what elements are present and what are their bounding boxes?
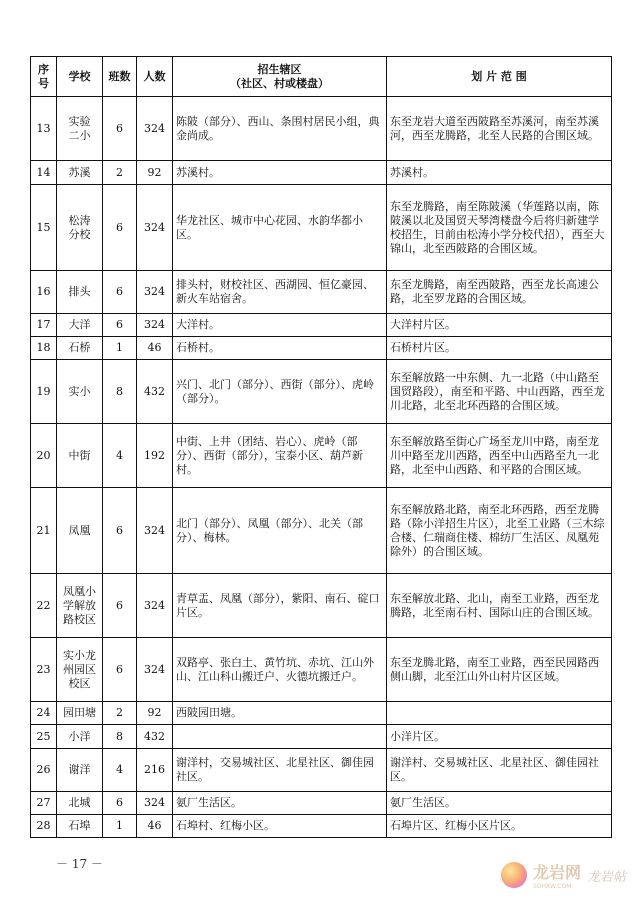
table-row <box>31 97 612 161</box>
table-row <box>31 161 612 185</box>
row-school: 实小龙州园区校区 <box>57 638 103 702</box>
row-students: 324 <box>137 488 173 574</box>
row-students: 324 <box>137 574 173 638</box>
table-header-row <box>31 57 612 97</box>
page-number: － 17 － <box>56 857 103 871</box>
row-index: 17 <box>31 314 57 337</box>
row-district: 双路亭、张白土、黄竹坑、赤坑、江山外山、江山科山搬迁户、火德坑搬迁户。 <box>173 638 387 702</box>
table-row <box>31 574 612 638</box>
table-row <box>31 337 612 360</box>
row-classes: 6 <box>103 185 137 271</box>
enrollment-zone-table <box>30 56 612 838</box>
row-index: 25 <box>31 725 57 749</box>
row-classes: 6 <box>103 314 137 337</box>
row-index: 19 <box>31 360 57 424</box>
row-index: 13 <box>31 97 57 161</box>
table-row <box>31 488 612 574</box>
table-row <box>31 725 612 749</box>
row-index: 18 <box>31 337 57 360</box>
row-students: 324 <box>137 314 173 337</box>
table-row <box>31 360 612 424</box>
row-classes: 2 <box>103 702 137 725</box>
watermark-site-block <box>533 860 581 890</box>
row-district: 苏溪村。 <box>173 161 387 185</box>
row-classes: 6 <box>103 97 137 161</box>
row-classes: 8 <box>103 360 137 424</box>
watermark <box>501 860 626 890</box>
row-scope: 东至解放路一中东侧、九一北路（中山路至国贸路段），南至和平路、中山西路，西至龙川北路，北至北环西路的合围区域。 <box>387 360 612 424</box>
row-classes: 6 <box>103 574 137 638</box>
row-scope: 谢洋村、交易城社区、北星社区、御佳园社区。 <box>387 749 612 792</box>
row-students: 324 <box>137 271 173 314</box>
row-district: 北门（部分）、凤凰（部分）、北关（部分）、梅林。 <box>173 488 387 574</box>
table-row <box>31 792 612 815</box>
table-row <box>31 638 612 702</box>
header-index: 序号 <box>31 57 57 97</box>
table-row <box>31 185 612 271</box>
row-district: 青草盂、凤凰（部分），紫阳、南石、碇口片区。 <box>173 574 387 638</box>
table-row <box>31 815 612 838</box>
table-row <box>31 271 612 314</box>
row-students: 432 <box>137 725 173 749</box>
row-students: 46 <box>137 815 173 838</box>
row-index: 26 <box>31 749 57 792</box>
row-district: 排头村，财校社区、西湖园、恒亿豪园、新火车站宿舍。 <box>173 271 387 314</box>
row-school: 凤凰小学解放路校区 <box>57 574 103 638</box>
row-students: 324 <box>137 792 173 815</box>
header-classes: 班数 <box>103 57 137 97</box>
row-index: 27 <box>31 792 57 815</box>
row-index: 23 <box>31 638 57 702</box>
row-district: 氨厂生活区。 <box>173 792 387 815</box>
row-students: 324 <box>137 185 173 271</box>
row-students: 192 <box>137 424 173 488</box>
row-index: 14 <box>31 161 57 185</box>
row-school: 小洋 <box>57 725 103 749</box>
row-school: 园田塘 <box>57 702 103 725</box>
row-school: 大洋 <box>57 314 103 337</box>
watermark-domain: SOHXW.COM <box>532 883 572 890</box>
row-school: 中街 <box>57 424 103 488</box>
row-school: 石埠 <box>57 815 103 838</box>
row-scope: 东至龙岩大道至西陂路至苏溪河，南至苏溪河，西至龙腾路，北至人民路的合围区域。 <box>387 97 612 161</box>
table-row <box>31 424 612 488</box>
row-district: 大洋村。 <box>173 314 387 337</box>
table-row <box>31 314 612 337</box>
row-index: 28 <box>31 815 57 838</box>
row-students: 92 <box>137 702 173 725</box>
row-students: 216 <box>137 749 173 792</box>
row-classes: 6 <box>103 488 137 574</box>
table-row <box>31 702 612 725</box>
row-school: 苏溪 <box>57 161 103 185</box>
row-classes: 8 <box>103 725 137 749</box>
header-district: 招生辖区 （社区、村或楼盘） <box>173 57 387 97</box>
row-index: 15 <box>31 185 57 271</box>
row-school: 谢洋 <box>57 749 103 792</box>
row-students: 46 <box>137 337 173 360</box>
row-scope: 苏溪村。 <box>387 161 612 185</box>
row-classes: 4 <box>103 749 137 792</box>
row-index: 16 <box>31 271 57 314</box>
row-school: 实验 二小 <box>57 97 103 161</box>
row-scope: 石桥村片区。 <box>387 337 612 360</box>
row-classes: 6 <box>103 271 137 314</box>
row-district: 西陂园田塘。 <box>173 702 387 725</box>
row-classes: 4 <box>103 424 137 488</box>
site-logo-icon <box>501 862 527 888</box>
row-scope: 东至解放北路、北山，南至工业路，西至龙腾路，北至南石村、国际山庄的合围区域。 <box>387 574 612 638</box>
row-classes: 1 <box>103 815 137 838</box>
row-scope <box>387 702 612 725</box>
row-scope: 石埠片区、红梅小区片区。 <box>387 815 612 838</box>
row-school: 实小 <box>57 360 103 424</box>
row-district: 兴门、北门（部分）、西街（部分）、虎岭（部分）。 <box>173 360 387 424</box>
row-classes: 6 <box>103 638 137 702</box>
row-scope: 小洋片区。 <box>387 725 612 749</box>
row-index: 21 <box>31 488 57 574</box>
row-classes: 1 <box>103 337 137 360</box>
row-scope: 东至龙腾路，南至西陂路，西至龙长高速公路，北至罗龙路的合围区域。 <box>387 271 612 314</box>
header-scope: 划 片 范 围 <box>387 57 612 97</box>
row-school: 石桥 <box>57 337 103 360</box>
row-school: 排头 <box>57 271 103 314</box>
row-district: 谢洋村，交易城社区、北星社区、御佳园社区。 <box>173 749 387 792</box>
row-scope: 氨厂生活区。 <box>387 792 612 815</box>
row-classes: 6 <box>103 792 137 815</box>
row-scope: 东至龙腾路，南至陈陂溪（华莲路以南，陈陂溪以北及国贸天琴湾楼盘今后将归新建学校招生，日前由松涛小学分校代招），西至大锦山，北至西陂路的合围区域。 <box>387 185 612 271</box>
row-scope: 大洋村片区。 <box>387 314 612 337</box>
row-district: 石埠村、红梅小区。 <box>173 815 387 838</box>
table-row <box>31 749 612 792</box>
row-index: 22 <box>31 574 57 638</box>
row-students: 432 <box>137 360 173 424</box>
row-scope: 东至龙腾北路，南至工业路，西至民园路西侧山脚，北至江山外山村片区区域。 <box>387 638 612 702</box>
row-district: 华龙社区、城市中心花园、水韵华都小区。 <box>173 185 387 271</box>
row-students: 324 <box>137 97 173 161</box>
row-district: 中街、上井（团结、岩心）、虎岭（部分）、西街（部分），宝泰小区、葫芦新村。 <box>173 424 387 488</box>
watermark-signature: 龙岩帖 <box>586 869 626 885</box>
row-index: 24 <box>31 702 57 725</box>
header-school: 学校 <box>57 57 103 97</box>
row-scope: 东至解放路至街心广场至龙川中路，南至龙川中路至龙川西路，西至中山西路至九一北路，北至中山西路、和平路的合围区域。 <box>387 424 612 488</box>
row-district: 石桥村。 <box>173 337 387 360</box>
row-school: 北城 <box>57 792 103 815</box>
row-index: 20 <box>31 424 57 488</box>
watermark-site: 龙岩网 <box>532 863 581 882</box>
row-students: 324 <box>137 638 173 702</box>
row-scope: 东至解放路北路，南至北环西路，西至龙腾路（除小洋招生片区），北至工业路（三木综合楼、仁瑞商住楼、棉纺厂生活区、凤凰苑除外）的合围区域。 <box>387 488 612 574</box>
row-school: 凤凰 <box>57 488 103 574</box>
row-district: 陈陂（部分）、西山、条围村居民小组，典金尚成。 <box>173 97 387 161</box>
row-school: 松涛 分校 <box>57 185 103 271</box>
row-classes: 2 <box>103 161 137 185</box>
row-district <box>173 725 387 749</box>
row-students: 92 <box>137 161 173 185</box>
header-students: 人数 <box>137 57 173 97</box>
